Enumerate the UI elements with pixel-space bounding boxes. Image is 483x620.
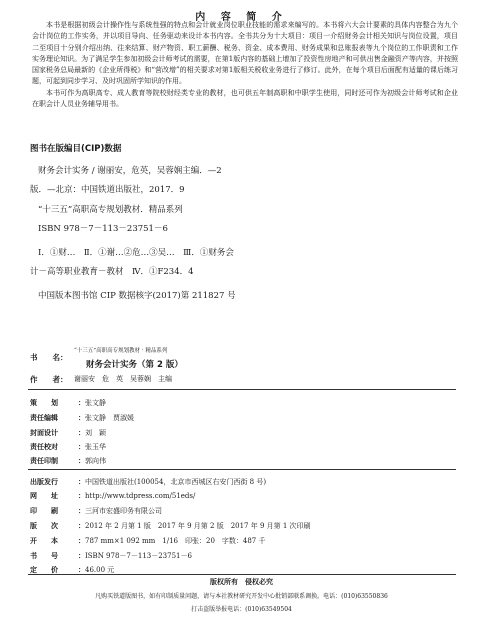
cip-line: 计－高等职业教育－教材 Ⅳ．①F234．4 xyxy=(30,267,194,277)
publication-row: 书 号 ：ISBN 978－7－113－23751－6 xyxy=(30,552,192,560)
editor-row: 策 划 ：张文静 xyxy=(30,399,106,407)
divider xyxy=(28,469,456,470)
cip-line: 财务会计实务 / 谢丽安，危英，吴蓉娴主编．—2 xyxy=(38,166,222,176)
exchange-notice: 凡购买铁道版图书，如有印制质量问题，请与本社教材研究开发中心批销部联系调换。电话：(010)63550836 xyxy=(95,593,388,600)
cip-line: 版．—北京：中国铁道出版社，2017．9 xyxy=(30,185,185,195)
book-author-label: 作 者： xyxy=(30,375,68,384)
editor-row: 责任校对 ：张玉华 xyxy=(30,443,106,451)
cip-line: ISBN 978－7－113－23751－6 xyxy=(38,224,168,234)
cip-heading: 图书在版编目(CIP)数据 xyxy=(30,144,122,154)
intro-title: 内 容 简 介 xyxy=(195,12,288,23)
cip-line: 中国版本图书馆 CIP 数据核字(2017)第 211827 号 xyxy=(38,291,236,301)
book-authors: 谢丽安 危 英 吴蓉娴 主编 xyxy=(74,375,172,383)
anti-piracy-hotline: 打击盗版举报电话：(010)63549504 xyxy=(191,606,292,613)
publication-row: 网 址 ：http://www.tdpress.com/51eds/ xyxy=(30,492,196,500)
publication-row: 开 本 ：787 mm×1 092 mm 1/16 印张：20 字数：487 千 xyxy=(30,537,266,545)
publication-row: 定 价 ：46.00 元 xyxy=(30,566,115,574)
publication-row: 印 刷 ：三河市宏盛印务有限公司 xyxy=(30,507,162,515)
divider xyxy=(28,574,456,575)
book-title-label: 书 名： xyxy=(30,353,68,362)
book-name: 财务会计实务（第 2 版） xyxy=(86,360,183,370)
editor-row: 封面设计 ：刘 颖 xyxy=(30,429,106,437)
publication-row: 出版发行 ：中国铁道出版社(100054，北京市西城区右安门西街 8 号) xyxy=(30,478,267,486)
cip-line: “十三五”高职高专规划教材．精品系列 xyxy=(38,205,183,215)
cip-line: Ⅰ．①财… Ⅱ．①谢…②危…③吴… Ⅲ．①财务会 xyxy=(38,248,234,258)
publication-row: 版 次 ：2012 年 2 月第 1 版 2017 年 9 月第 2 版 2017 年 9 月第 1 次印刷 xyxy=(30,522,311,530)
editor-row: 责任编辑 ：张文静 贾淑媛 xyxy=(30,414,134,422)
intro-text xyxy=(32,20,458,110)
copyright-notice: 版权所有 侵权必究 xyxy=(210,578,273,586)
editor-row: 责任印制 ：郭向伟 xyxy=(30,457,106,465)
intro-paragraph-2: 本书可作为高职高专、成人教育等院校财经类专业的教材，也可供五年制高职和中职学生使用，同时还可作为初级会计师考试和企业在职会计人员业务辅导用书。 xyxy=(32,88,458,109)
divider xyxy=(28,389,456,390)
book-series: “十三五”高职高专规划教材 · 精品系列 xyxy=(74,348,168,354)
intro-paragraph-1: 本书是根据初级会计操作性与系统性强的特点和会计就业岗位职业技能的需求来编写的。本书将六大会计要素的具体内容整合为九个会计岗位的工作实务，并以项目导向、任务驱动来设计本书内容。全书共分为十大项目：项目一介绍财务会计相关知识与岗位设置，项目二至项目十分别介绍出纳、往来结算、财产物资、职工薪酬、税务、资金、成本费用、财务成果和总账报表等九个岗位的工作职责和工作实务理论知识。为了满足学生参加初级会计师考试的需要，在第1版内容的基础上增加了投资性房地产和可供出售金融资产等内容，并按照国家税务总局最新的《企业所得税》和“营改增”的相关要求对第1版相关税收业务进行了修订。此外，在每个项目后面配有适量的课后练习题，可起到同步学习、及时巩固所学知识的作用。 xyxy=(32,21,458,86)
